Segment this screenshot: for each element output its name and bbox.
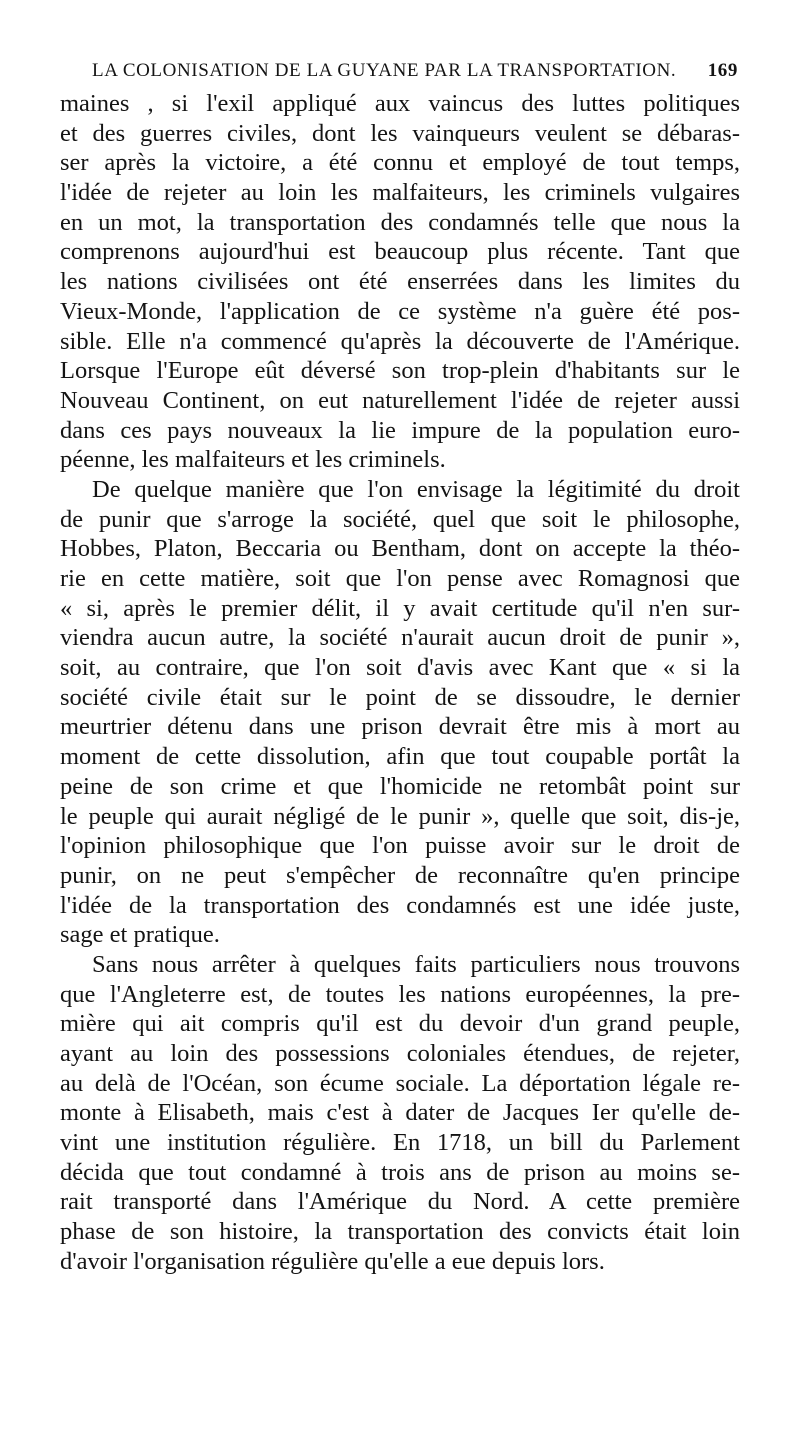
text-line: De quelque manière que l'on envisage la légitimité du droit — [92, 475, 740, 503]
body-text — [60, 89, 740, 1277]
text-line: « si, après le premier délit, il y avait certitude qu'il n'en sur- — [60, 594, 740, 622]
running-title: LA COLONISATION DE LA GUYANE PAR LA TRANSPORTATION. — [92, 60, 677, 81]
text-line: monte à Elisabeth, mais c'est à dater de Jacques Ier qu'elle de- — [60, 1099, 740, 1127]
running-header — [60, 56, 740, 86]
text-line: société civile était sur le point de se dissoudre, le dernier — [60, 683, 740, 711]
text-line: sage et pratique. — [60, 921, 220, 949]
text-line: en un mot, la transportation des condamnés telle que nous la — [60, 208, 740, 236]
text-line: sible. Elle n'a commencé qu'après la découverte de l'Amérique. — [60, 327, 740, 355]
text-line: et des guerres civiles, dont les vainqueurs veulent se débaras- — [60, 119, 740, 147]
text-line: les nations civilisées ont été enserrées dans les limites du — [60, 268, 740, 296]
text-line: d'avoir l'organisation régulière qu'elle a eue depuis lors. — [60, 1247, 605, 1275]
text-line: ayant au loin des possessions coloniales étendues, de rejeter, — [60, 1040, 740, 1067]
text-line: comprenons aujourd'hui est beaucoup plus récente. Tant que — [60, 238, 740, 266]
text-line: soit, au contraire, que l'on soit d'avis avec Kant que « si la — [60, 654, 740, 682]
text-line: que l'Angleterre est, de toutes les nations européennes, la pre- — [60, 980, 740, 1008]
paragraph — [60, 89, 740, 475]
text-line: punir, on ne peut s'empêcher de reconnaître qu'en principe — [60, 861, 740, 889]
text-line: de punir que s'arroge la société, quel que soit le philosophe, — [60, 505, 740, 533]
paragraph — [60, 950, 740, 1277]
text-line: mière qui ait compris qu'il est du devoir d'un grand peuple, — [60, 1010, 740, 1038]
text-line: péenne, les malfaiteurs et les criminels. — [60, 446, 446, 474]
text-line: maines , si l'exil appliqué aux vaincus des luttes politiques — [60, 90, 740, 117]
text-line: rie en cette matière, soit que l'on pense avec Romagnosi que — [60, 565, 740, 592]
text-line: phase de son histoire, la transportation des convicts était loin — [60, 1218, 740, 1246]
text-line: Hobbes, Platon, Beccaria ou Bentham, dont on accepte la théo- — [60, 535, 740, 563]
text-line: Sans nous arrêter à quelques faits particuliers nous trouvons — [92, 950, 740, 978]
text-line: Vieux-Monde, l'application de ce système n'a guère été pos- — [60, 297, 740, 325]
text-line: moment de cette dissolution, afin que tout coupable portât la — [60, 743, 740, 771]
text-line: le peuple qui aurait négligé de le punir », quelle que soit, dis-je, — [60, 802, 740, 830]
text-line: dans ces pays nouveaux la lie impure de la population euro- — [60, 416, 740, 444]
text-line: rait transporté dans l'Amérique du Nord. A cette première — [60, 1188, 740, 1216]
text-line: peine de son crime et que l'homicide ne retombât point sur — [60, 772, 740, 800]
text-line: viendra aucun autre, la société n'aurait aucun droit de punir », — [60, 624, 740, 652]
text-line: Lorsque l'Europe eût déversé son trop-plein d'habitants sur le — [60, 357, 740, 385]
book-page — [60, 56, 740, 1277]
text-line: décida que tout condamné à trois ans de prison au moins se- — [60, 1158, 740, 1186]
text-line: l'opinion philosophique que l'on puisse avoir sur le droit de — [60, 832, 740, 860]
text-line: ser après la victoire, a été connu et employé de tout temps, — [60, 149, 740, 177]
text-line: Nouveau Continent, on eut naturellement l'idée de rejeter aussi — [60, 386, 740, 414]
text-line: meurtrier détenu dans une prison devrait être mis à mort au — [60, 713, 740, 741]
page-number: 169 — [707, 60, 738, 81]
text-line: l'idée de la transportation des condamnés est une idée juste, — [60, 891, 740, 919]
paragraph — [60, 475, 740, 950]
text-line: au delà de l'Océan, son écume sociale. La déportation légale re- — [60, 1069, 740, 1097]
text-line: l'idée de rejeter au loin les malfaiteurs, les criminels vulgaires — [60, 179, 740, 207]
text-line: vint une institution régulière. En 1718, un bill du Parlement — [60, 1129, 740, 1157]
